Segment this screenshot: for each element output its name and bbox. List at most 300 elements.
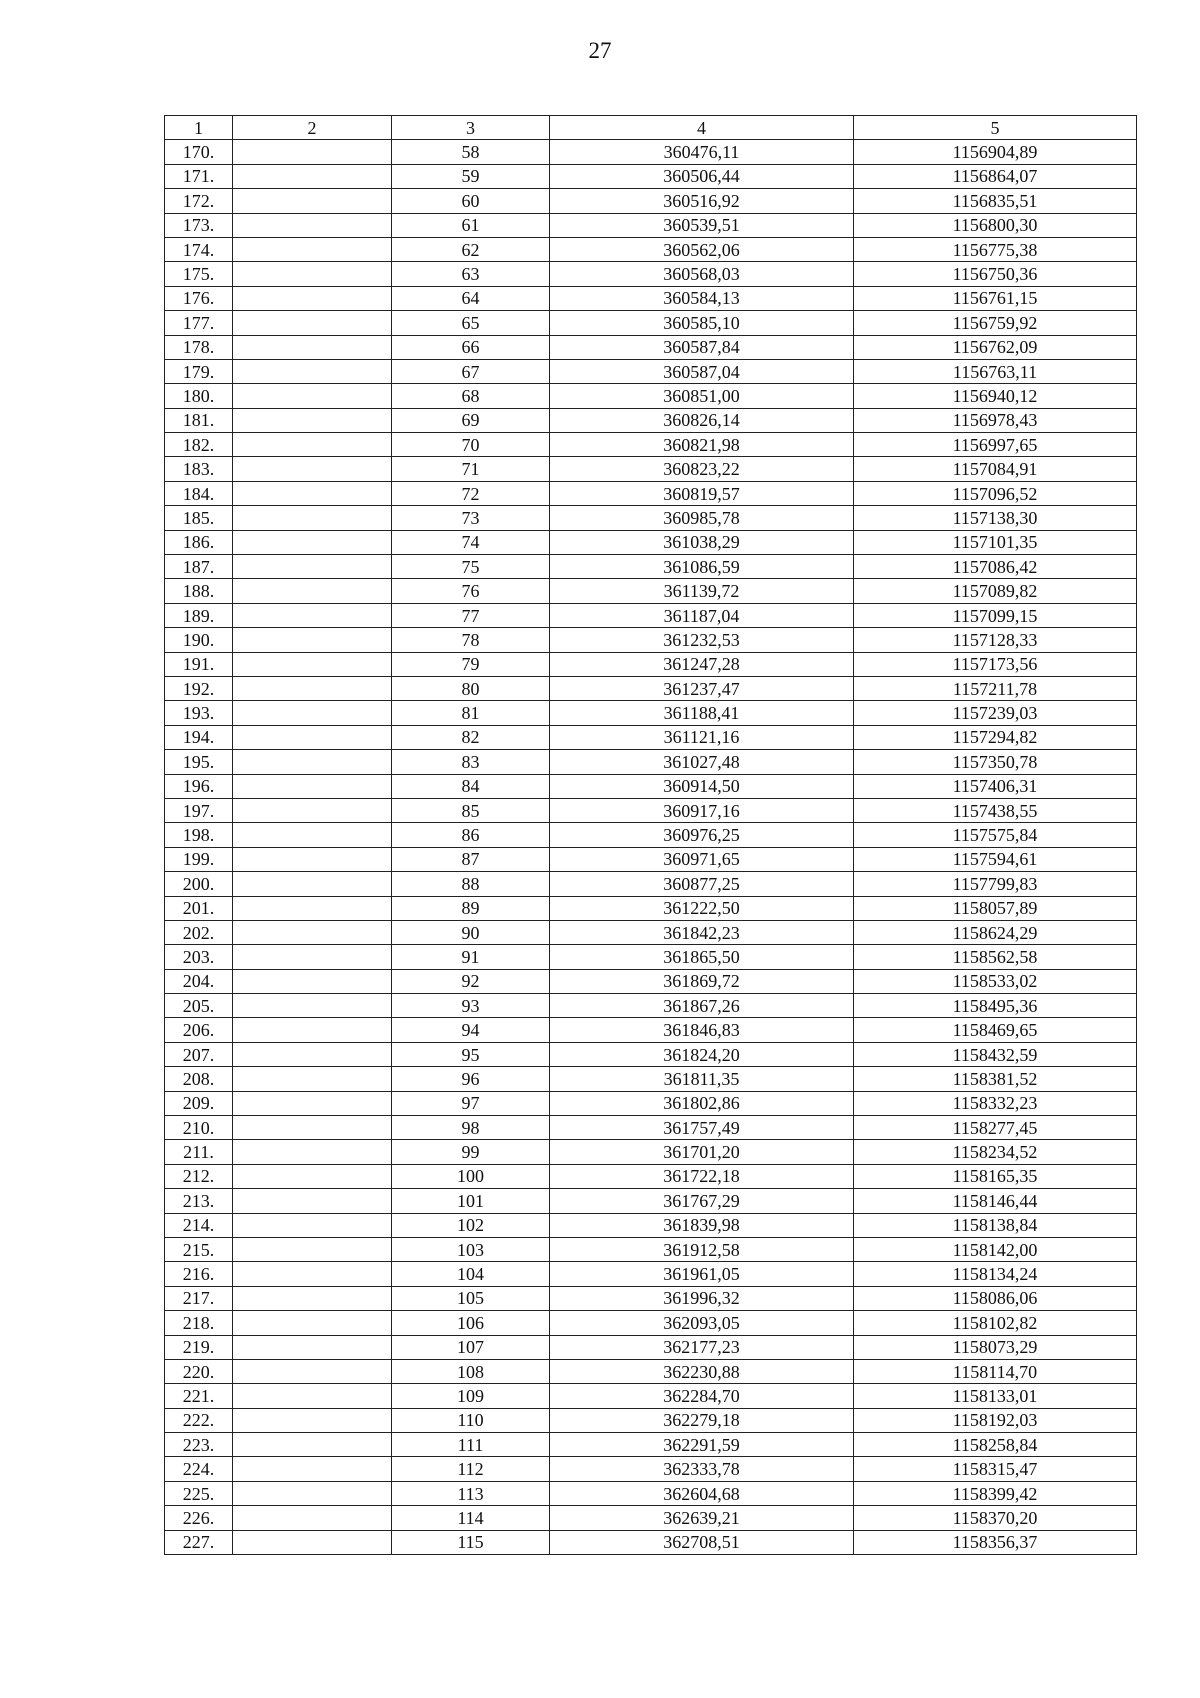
x-coordinate-cell: 360914,50 [550, 774, 854, 798]
column-2-cell [233, 1335, 392, 1359]
point-number-cell: 76 [392, 579, 550, 603]
point-number-cell: 61 [392, 213, 550, 237]
table-row [165, 945, 1137, 969]
y-coordinate-cell: 1157086,42 [854, 555, 1137, 579]
y-coordinate-cell: 1156761,15 [854, 286, 1137, 310]
point-number-cell: 79 [392, 652, 550, 676]
x-coordinate-cell: 361767,29 [550, 1189, 854, 1213]
column-2-cell [233, 628, 392, 652]
column-2-cell [233, 1140, 392, 1164]
row-number-cell: 201. [165, 896, 233, 920]
table-row [165, 530, 1137, 554]
y-coordinate-cell: 1157575,84 [854, 823, 1137, 847]
row-number-cell: 199. [165, 847, 233, 871]
y-coordinate-cell: 1156978,43 [854, 408, 1137, 432]
y-coordinate-cell: 1158332,23 [854, 1091, 1137, 1115]
x-coordinate-cell: 360877,25 [550, 872, 854, 896]
x-coordinate-cell: 360976,25 [550, 823, 854, 847]
point-number-cell: 114 [392, 1506, 550, 1530]
point-number-cell: 86 [392, 823, 550, 847]
row-number-cell: 205. [165, 994, 233, 1018]
x-coordinate-cell: 360587,84 [550, 335, 854, 359]
y-coordinate-cell: 1156762,09 [854, 335, 1137, 359]
x-coordinate-cell: 360851,00 [550, 384, 854, 408]
y-coordinate-cell: 1156864,07 [854, 164, 1137, 188]
point-number-cell: 64 [392, 286, 550, 310]
row-number-cell: 173. [165, 213, 233, 237]
point-number-cell: 91 [392, 945, 550, 969]
x-coordinate-cell: 362093,05 [550, 1311, 854, 1335]
header-row [165, 116, 1137, 140]
column-2-cell [233, 1481, 392, 1505]
x-coordinate-cell: 361232,53 [550, 628, 854, 652]
x-coordinate-cell: 361867,26 [550, 994, 854, 1018]
row-number-cell: 200. [165, 872, 233, 896]
point-number-cell: 72 [392, 481, 550, 505]
table-row [165, 823, 1137, 847]
row-number-cell: 208. [165, 1067, 233, 1091]
y-coordinate-cell: 1158133,01 [854, 1384, 1137, 1408]
y-coordinate-cell: 1157089,82 [854, 579, 1137, 603]
table-row [165, 1481, 1137, 1505]
column-2-cell [233, 237, 392, 261]
y-coordinate-cell: 1157128,33 [854, 628, 1137, 652]
x-coordinate-cell: 360516,92 [550, 189, 854, 213]
x-coordinate-cell: 360819,57 [550, 481, 854, 505]
table-row [165, 994, 1137, 1018]
row-number-cell: 181. [165, 408, 233, 432]
y-coordinate-cell: 1158533,02 [854, 969, 1137, 993]
point-number-cell: 105 [392, 1286, 550, 1310]
row-number-cell: 188. [165, 579, 233, 603]
column-2-cell [233, 1213, 392, 1237]
point-number-cell: 107 [392, 1335, 550, 1359]
table-row [165, 1116, 1137, 1140]
table-row [165, 335, 1137, 359]
row-number-cell: 192. [165, 676, 233, 700]
y-coordinate-cell: 1157406,31 [854, 774, 1137, 798]
y-coordinate-cell: 1158192,03 [854, 1408, 1137, 1432]
y-coordinate-cell: 1157350,78 [854, 750, 1137, 774]
point-number-cell: 73 [392, 506, 550, 530]
column-2-cell [233, 603, 392, 627]
x-coordinate-cell: 361038,29 [550, 530, 854, 554]
page-number: 27 [588, 38, 612, 63]
table-row [165, 1262, 1137, 1286]
x-coordinate-cell: 361869,72 [550, 969, 854, 993]
header-cell-col2: 2 [233, 116, 392, 140]
column-2-cell [233, 189, 392, 213]
column-2-cell [233, 1506, 392, 1530]
y-coordinate-cell: 1158399,42 [854, 1481, 1137, 1505]
table-row [165, 506, 1137, 530]
column-2-cell [233, 823, 392, 847]
y-coordinate-cell: 1156775,38 [854, 237, 1137, 261]
row-number-cell: 216. [165, 1262, 233, 1286]
point-number-cell: 65 [392, 311, 550, 335]
point-number-cell: 59 [392, 164, 550, 188]
column-2-cell [233, 1042, 392, 1066]
x-coordinate-cell: 361222,50 [550, 896, 854, 920]
column-2-cell [233, 872, 392, 896]
y-coordinate-cell: 1158073,29 [854, 1335, 1137, 1359]
x-coordinate-cell: 360823,22 [550, 457, 854, 481]
x-coordinate-cell: 361701,20 [550, 1140, 854, 1164]
row-number-cell: 224. [165, 1457, 233, 1481]
point-number-cell: 96 [392, 1067, 550, 1091]
y-coordinate-cell: 1158142,00 [854, 1237, 1137, 1261]
point-number-cell: 81 [392, 701, 550, 725]
column-2-cell [233, 1067, 392, 1091]
row-number-cell: 174. [165, 237, 233, 261]
row-number-cell: 184. [165, 481, 233, 505]
y-coordinate-cell: 1156835,51 [854, 189, 1137, 213]
table-row [165, 1457, 1137, 1481]
y-coordinate-cell: 1157211,78 [854, 676, 1137, 700]
table-row [165, 433, 1137, 457]
point-number-cell: 101 [392, 1189, 550, 1213]
column-2-cell [233, 384, 392, 408]
point-number-cell: 60 [392, 189, 550, 213]
y-coordinate-cell: 1156759,92 [854, 311, 1137, 335]
point-number-cell: 83 [392, 750, 550, 774]
row-number-cell: 179. [165, 359, 233, 383]
x-coordinate-cell: 361842,23 [550, 920, 854, 944]
point-number-cell: 74 [392, 530, 550, 554]
column-2-cell [233, 1359, 392, 1383]
point-number-cell: 95 [392, 1042, 550, 1066]
column-2-cell [233, 798, 392, 822]
row-number-cell: 189. [165, 603, 233, 627]
x-coordinate-cell: 361247,28 [550, 652, 854, 676]
y-coordinate-cell: 1156763,11 [854, 359, 1137, 383]
y-coordinate-cell: 1156940,12 [854, 384, 1137, 408]
column-2-cell [233, 457, 392, 481]
table-row [165, 628, 1137, 652]
y-coordinate-cell: 1157138,30 [854, 506, 1137, 530]
row-number-cell: 206. [165, 1018, 233, 1042]
x-coordinate-cell: 360476,11 [550, 140, 854, 164]
y-coordinate-cell: 1158234,52 [854, 1140, 1137, 1164]
y-coordinate-cell: 1158138,84 [854, 1213, 1137, 1237]
table-body [165, 140, 1137, 1555]
point-number-cell: 112 [392, 1457, 550, 1481]
x-coordinate-cell: 362604,68 [550, 1481, 854, 1505]
row-number-cell: 172. [165, 189, 233, 213]
y-coordinate-cell: 1158381,52 [854, 1067, 1137, 1091]
x-coordinate-cell: 360821,98 [550, 433, 854, 457]
column-2-cell [233, 1189, 392, 1213]
column-2-cell [233, 1237, 392, 1261]
y-coordinate-cell: 1157594,61 [854, 847, 1137, 871]
point-number-cell: 110 [392, 1408, 550, 1432]
y-coordinate-cell: 1158277,45 [854, 1116, 1137, 1140]
column-2-cell [233, 164, 392, 188]
y-coordinate-cell: 1157799,83 [854, 872, 1137, 896]
column-2-cell [233, 847, 392, 871]
point-number-cell: 88 [392, 872, 550, 896]
table-row [165, 652, 1137, 676]
column-2-cell [233, 335, 392, 359]
row-number-cell: 191. [165, 652, 233, 676]
y-coordinate-cell: 1158258,84 [854, 1433, 1137, 1457]
x-coordinate-cell: 361722,18 [550, 1164, 854, 1188]
table-row [165, 920, 1137, 944]
column-2-cell [233, 652, 392, 676]
column-2-cell [233, 1457, 392, 1481]
point-number-cell: 108 [392, 1359, 550, 1383]
x-coordinate-cell: 361839,98 [550, 1213, 854, 1237]
x-coordinate-cell: 361121,16 [550, 725, 854, 749]
row-number-cell: 214. [165, 1213, 233, 1237]
point-number-cell: 71 [392, 457, 550, 481]
row-number-cell: 203. [165, 945, 233, 969]
table-row [165, 1140, 1137, 1164]
table-row [165, 1067, 1137, 1091]
table-row [165, 164, 1137, 188]
table-row [165, 189, 1137, 213]
table-row [165, 140, 1137, 164]
y-coordinate-cell: 1158495,36 [854, 994, 1137, 1018]
column-2-cell [233, 969, 392, 993]
column-2-cell [233, 676, 392, 700]
point-number-cell: 87 [392, 847, 550, 871]
point-number-cell: 90 [392, 920, 550, 944]
row-number-cell: 175. [165, 262, 233, 286]
table-row [165, 1433, 1137, 1457]
row-number-cell: 180. [165, 384, 233, 408]
x-coordinate-cell: 361912,58 [550, 1237, 854, 1261]
y-coordinate-cell: 1158086,06 [854, 1286, 1137, 1310]
row-number-cell: 204. [165, 969, 233, 993]
row-number-cell: 219. [165, 1335, 233, 1359]
point-number-cell: 75 [392, 555, 550, 579]
row-number-cell: 176. [165, 286, 233, 310]
row-number-cell: 225. [165, 1481, 233, 1505]
point-number-cell: 99 [392, 1140, 550, 1164]
row-number-cell: 195. [165, 750, 233, 774]
x-coordinate-cell: 361188,41 [550, 701, 854, 725]
column-2-cell [233, 140, 392, 164]
point-number-cell: 100 [392, 1164, 550, 1188]
row-number-cell: 221. [165, 1384, 233, 1408]
point-number-cell: 58 [392, 140, 550, 164]
y-coordinate-cell: 1158356,37 [854, 1530, 1137, 1554]
table-row [165, 1408, 1137, 1432]
table-row [165, 725, 1137, 749]
y-coordinate-cell: 1158134,24 [854, 1262, 1137, 1286]
y-coordinate-cell: 1157096,52 [854, 481, 1137, 505]
column-2-cell [233, 408, 392, 432]
table-row [165, 1530, 1137, 1554]
point-number-cell: 104 [392, 1262, 550, 1286]
point-number-cell: 67 [392, 359, 550, 383]
row-number-cell: 193. [165, 701, 233, 725]
y-coordinate-cell: 1158432,59 [854, 1042, 1137, 1066]
y-coordinate-cell: 1157101,35 [854, 530, 1137, 554]
x-coordinate-cell: 362333,78 [550, 1457, 854, 1481]
row-number-cell: 187. [165, 555, 233, 579]
x-coordinate-cell: 361802,86 [550, 1091, 854, 1115]
row-number-cell: 217. [165, 1286, 233, 1310]
table-row [165, 969, 1137, 993]
point-number-cell: 92 [392, 969, 550, 993]
row-number-cell: 170. [165, 140, 233, 164]
row-number-cell: 190. [165, 628, 233, 652]
point-number-cell: 77 [392, 603, 550, 627]
point-number-cell: 115 [392, 1530, 550, 1554]
column-2-cell [233, 1018, 392, 1042]
table-row [165, 603, 1137, 627]
table-row [165, 481, 1137, 505]
x-coordinate-cell: 360584,13 [550, 286, 854, 310]
x-coordinate-cell: 361187,04 [550, 603, 854, 627]
y-coordinate-cell: 1157084,91 [854, 457, 1137, 481]
column-2-cell [233, 701, 392, 725]
header-cell-col3: 3 [392, 116, 550, 140]
row-number-cell: 171. [165, 164, 233, 188]
y-coordinate-cell: 1157294,82 [854, 725, 1137, 749]
y-coordinate-cell: 1156904,89 [854, 140, 1137, 164]
x-coordinate-cell: 360506,44 [550, 164, 854, 188]
table-row [165, 750, 1137, 774]
table-header [165, 116, 1137, 140]
column-2-cell [233, 311, 392, 335]
x-coordinate-cell: 361996,32 [550, 1286, 854, 1310]
row-number-cell: 215. [165, 1237, 233, 1261]
x-coordinate-cell: 361139,72 [550, 579, 854, 603]
x-coordinate-cell: 362177,23 [550, 1335, 854, 1359]
row-number-cell: 185. [165, 506, 233, 530]
y-coordinate-cell: 1158165,35 [854, 1164, 1137, 1188]
row-number-cell: 220. [165, 1359, 233, 1383]
point-number-cell: 94 [392, 1018, 550, 1042]
column-2-cell [233, 896, 392, 920]
x-coordinate-cell: 360917,16 [550, 798, 854, 822]
header-cell-col1: 1 [165, 116, 233, 140]
table-row [165, 1213, 1137, 1237]
row-number-cell: 223. [165, 1433, 233, 1457]
coordinates-table [164, 115, 1137, 1555]
column-2-cell [233, 920, 392, 944]
x-coordinate-cell: 360985,78 [550, 506, 854, 530]
column-2-cell [233, 213, 392, 237]
x-coordinate-cell: 360971,65 [550, 847, 854, 871]
table-row [165, 384, 1137, 408]
column-2-cell [233, 359, 392, 383]
table-row [165, 701, 1137, 725]
x-coordinate-cell: 362230,88 [550, 1359, 854, 1383]
table-row [165, 798, 1137, 822]
table-row [165, 1091, 1137, 1115]
row-number-cell: 207. [165, 1042, 233, 1066]
x-coordinate-cell: 362708,51 [550, 1530, 854, 1554]
table-row [165, 311, 1137, 335]
table-row [165, 1164, 1137, 1188]
x-coordinate-cell: 361961,05 [550, 1262, 854, 1286]
row-number-cell: 198. [165, 823, 233, 847]
table-row [165, 286, 1137, 310]
column-2-cell [233, 530, 392, 554]
y-coordinate-cell: 1157239,03 [854, 701, 1137, 725]
x-coordinate-cell: 360568,03 [550, 262, 854, 286]
column-2-cell [233, 1116, 392, 1140]
table-row [165, 1506, 1137, 1530]
x-coordinate-cell: 361824,20 [550, 1042, 854, 1066]
column-2-cell [233, 1091, 392, 1115]
column-2-cell [233, 555, 392, 579]
table-row [165, 213, 1137, 237]
row-number-cell: 194. [165, 725, 233, 749]
point-number-cell: 82 [392, 725, 550, 749]
table-row [165, 1359, 1137, 1383]
point-number-cell: 106 [392, 1311, 550, 1335]
column-2-cell [233, 774, 392, 798]
row-number-cell: 222. [165, 1408, 233, 1432]
x-coordinate-cell: 360562,06 [550, 237, 854, 261]
column-2-cell [233, 579, 392, 603]
column-2-cell [233, 433, 392, 457]
point-number-cell: 113 [392, 1481, 550, 1505]
point-number-cell: 66 [392, 335, 550, 359]
x-coordinate-cell: 361865,50 [550, 945, 854, 969]
y-coordinate-cell: 1158469,65 [854, 1018, 1137, 1042]
point-number-cell: 102 [392, 1213, 550, 1237]
x-coordinate-cell: 360585,10 [550, 311, 854, 335]
row-number-cell: 197. [165, 798, 233, 822]
row-number-cell: 178. [165, 335, 233, 359]
header-cell-col5: 5 [854, 116, 1137, 140]
y-coordinate-cell: 1158102,82 [854, 1311, 1137, 1335]
table-row [165, 579, 1137, 603]
column-2-cell [233, 725, 392, 749]
y-coordinate-cell: 1156800,30 [854, 213, 1137, 237]
x-coordinate-cell: 361846,83 [550, 1018, 854, 1042]
table-row [165, 1018, 1137, 1042]
column-2-cell [233, 1433, 392, 1457]
table-row [165, 262, 1137, 286]
column-2-cell [233, 1408, 392, 1432]
table-row [165, 359, 1137, 383]
row-number-cell: 209. [165, 1091, 233, 1115]
point-number-cell: 70 [392, 433, 550, 457]
table-row [165, 408, 1137, 432]
column-2-cell [233, 1384, 392, 1408]
table-row [165, 872, 1137, 896]
column-2-cell [233, 1164, 392, 1188]
table-row [165, 555, 1137, 579]
table-row [165, 676, 1137, 700]
x-coordinate-cell: 361811,35 [550, 1067, 854, 1091]
x-coordinate-cell: 361757,49 [550, 1116, 854, 1140]
column-2-cell [233, 506, 392, 530]
x-coordinate-cell: 360587,04 [550, 359, 854, 383]
x-coordinate-cell: 362639,21 [550, 1506, 854, 1530]
column-2-cell [233, 1262, 392, 1286]
row-number-cell: 196. [165, 774, 233, 798]
point-number-cell: 111 [392, 1433, 550, 1457]
point-number-cell: 63 [392, 262, 550, 286]
y-coordinate-cell: 1158624,29 [854, 920, 1137, 944]
table-row [165, 1189, 1137, 1213]
header-cell-col4: 4 [550, 116, 854, 140]
table-row [165, 457, 1137, 481]
row-number-cell: 202. [165, 920, 233, 944]
row-number-cell: 182. [165, 433, 233, 457]
y-coordinate-cell: 1156997,65 [854, 433, 1137, 457]
row-number-cell: 212. [165, 1164, 233, 1188]
x-coordinate-cell: 362279,18 [550, 1408, 854, 1432]
